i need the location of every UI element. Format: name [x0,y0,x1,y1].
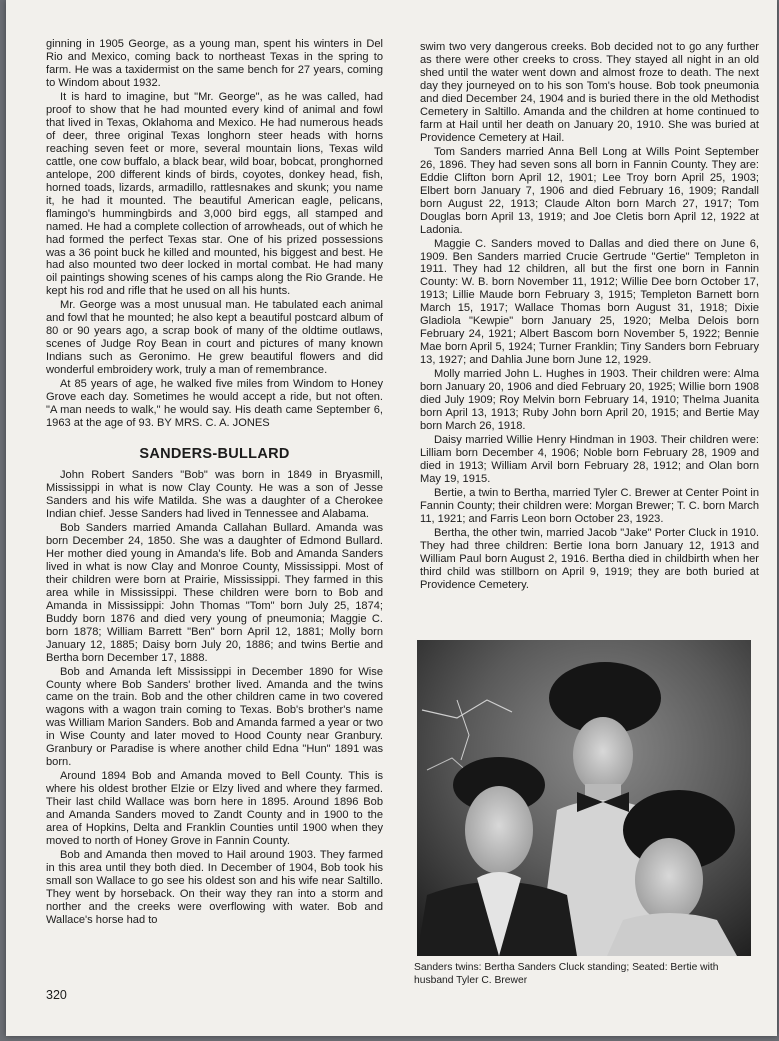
paragraph: At 85 years of age, he walked five miles from Windom to Honey Grove each day. Sometimes he would accept a ride, but not often. "A man needs to walk," he would say. His death came September 6, 1963 at the age of 93. BY MRS. C. A. JONES [46,378,383,430]
paragraph: Bob and Amanda left Mississippi in December 1890 for Wise County where Bob Sanders' brother lived. Amanda and the twins came on the train. Bob and the other children came in two covered wagons with a wagon train coming to Texas. Bob's brother's name was William Marion Sanders. Bob and Amanda farmed a year or two in Wise County and later moved to Hood County near Granbury. Granbury or Paradise is where another child Edna "Hun" 1891 was born. [46,665,383,769]
paragraph: Around 1894 Bob and Amanda moved to Bell County. This is where his oldest brother Elzie or Elzy lived and where they farmed. Their last child Wallace was born here in 1895. Around 1896 Bob and Amanda Sanders moved to Zandt County and in 1900 to the area of Hopkins, Delta and Franklin Counties until 1900 when they moved to north of Honey Grove in Fannin County. [46,770,383,848]
family-photo [417,640,751,956]
paragraph: It is hard to imagine, but "Mr. George", as he was called, had proof to show that he had mounted every kind of animal and fowl that lived in Texas, Oklahoma and Mexico. He had numerous heads of deer, three original Texas longhorn steer heads with horns reaching seven feet or more, several mountain lions, Texas wild cattle, one cow buffalo, a black bear, wild boar, bobcat, pronghorned antelope, 200 different kinds of birds, coyotes, donkey head, fish, horned toads, lizards, armadillo, rattlesnakes and skunk; you name it, he had it mounted. The beautiful American eagle, pelicans, flamingo's hummingbirds and 3,000 bird eggs, all stamped and named. He had a complete collection of arrowheads, out of which he had formed the perfect Texas star. One of his prized possessions was a 36 point buck he killed and mounted, his biggest and best. He had also mounted two deer locked in mortal combat. He had many oil paintings showing scenes of his camps along the Rio Grande. He kept his rod and rifle that he used on all his hunts. [46,90,383,298]
paragraph: Daisy married Willie Henry Hindman in 1903. Their children were: Lilliam born December 4, 1906; Noble born February 28, 1909 and died in 1913; William Arvil born February 28, 1912; and Olan born May 19, 1915. [420,434,759,485]
paragraph: Maggie C. Sanders moved to Dallas and died there on June 6, 1909. Ben Sanders married Crucie Gertrude "Gertie" Templeton in 1911. They had 12 children, all but the first one born in Fannin County: W. B. born November 11, 1912; Willie Dee born October 17, 1913; Lillie Maude born February 3, 1915; Templeton Barnett born March 15, 1917; Wallace Thomas born August 31, 1918; Dixie Gladiola "Kewpie" born January 25, 1920; Melba Delois born February 24, 1921; Albert Bascom born November 5, 1922; Bennie Mae born April 5, 1924; Turner Franklin; Tiny Sanders born February 13, 1927; and Dahlia June born June 12, 1929. [420,237,759,367]
paragraph: swim two very dangerous creeks. Bob decided not to go any further as there were other creeks to cross. They stayed all night in an old shed until the water went down and almost froze to death. The next day they journeyed on to his son Tom's house. Bob took pneumonia and died December 24, 1904 and is buried there in the old Methodist Cemetery in Saltillo. Amanda and the children at home continued to farm at Hail until her death on January 20, 1910. She was buried at Providence Cemetery at Hail. [420,41,759,144]
page-number: 320 [46,988,67,1002]
right-column [420,41,759,593]
section-heading: SANDERS-BULLARD [139,446,290,463]
paragraph: John Robert Sanders "Bob" was born in 1849 in Bryasmill, Mississippi in what is now Clay County. He was a son of Jesse Sanders and his wife Matilda. She was a daughter of a Cherokee Indian chief. Jesse Sanders had lived in Tennessee and Alabama. [46,469,383,520]
paragraph: ginning in 1905 George, as a young man, spent his winters in Del Rio and Mexico, coming back to northeast Texas in the spring to farm. He was a taxidermist on the same bench for 27 years, coming to Windom about 1932. [46,38,383,89]
photo-illustration [417,640,751,956]
paragraph: Molly married John L. Hughes in 1903. Their children were: Alma born January 20, 1906 and died February 20, 1925; Willie born 1908 died July 1909; Roy Melvin born February 14, 1910; Thelma Juanita born April 13, 1913; Ruby John born April 20, 1915; and Bertie May born March 26, 1918. [420,368,759,433]
paragraph: Bertha, the other twin, married Jacob "Jake" Porter Cluck in 1910. They had three children: Bertie Iona born January 12, 1913 and William Paul born August 2, 1916. Bertha died in childbirth when her third child was stillborn on April 9, 1919; they are both buried at Providence Cemetery. [420,526,759,591]
photo-caption: Sanders twins: Bertha Sanders Cluck standing; Seated: Bertie with husband Tyler C. Brewer [414,962,719,986]
paragraph: Bob and Amanda then moved to Hail around 1903. They farmed in this area until they both died. In December of 1904, Bob took his small son Wallace to go see his oldest son and his wife near Saltillo. They went by horseback. On their way they ran into a storm and norther and the creeks were overflowing with water. Bob and Wallace's horse had to [46,849,383,926]
paragraph: Bertie, a twin to Bertha, married Tyler C. Brewer at Center Point in Fannin County; their children were: Morgan Brewer; T. C. born March 11, 1921; and Farris Leon born October 23, 1923. [420,486,759,525]
document-page [6,0,777,1036]
left-column [46,38,383,928]
paragraph: Tom Sanders married Anna Bell Long at Wills Point September 26, 1896. They had seven sons all born in Fannin County. They are: Eddie Clifton born April 12, 1901; Lee Troy born April 25, 1903; Elbert born January 7, 1906 and died February 16, 1909; Randall born August 22, 1913; Claude Alton born March 27, 1917; Tom Douglas born April 13, 1919; and Joe Cletis born April 12, 1922 at Ladonia. [420,145,759,236]
paragraph: Bob Sanders married Amanda Callahan Bullard. Amanda was born December 24, 1850. She was a daughter of Edmond Bullard. Her mother died young in Amanda's life. Bob and Amanda Sanders lived in what is now Clay and Monroe County, Mississippi. Most of their children were born at Prairie, Mississippi. They farmed in this area while in Mississippi. These children were born to Bob and Amanda in Mississippi: John Thomas "Tom" born July 25, 1874; Buddy born 1876 and died very young of pneumonia; Maggie C. born 1878; William Barrett "Ben" born April 12, 1881; Molly born January 12, 1885; Daisy born July 20, 1886; and twins Bertie and Bertha born December 17, 1888. [46,521,383,664]
paragraph: Mr. George was a most unusual man. He tabulated each animal and fowl that he mounted; he also kept a beautiful postcard album of 80 or 90 years ago, a scrap book of many of the oldtime outlaws, scenes of Judge Roy Bean in court and pictures of many known Indians such as Geronimo. He grew beautiful flowers and did wonderful embroidery work, truly a man of remembrance. [46,299,383,377]
